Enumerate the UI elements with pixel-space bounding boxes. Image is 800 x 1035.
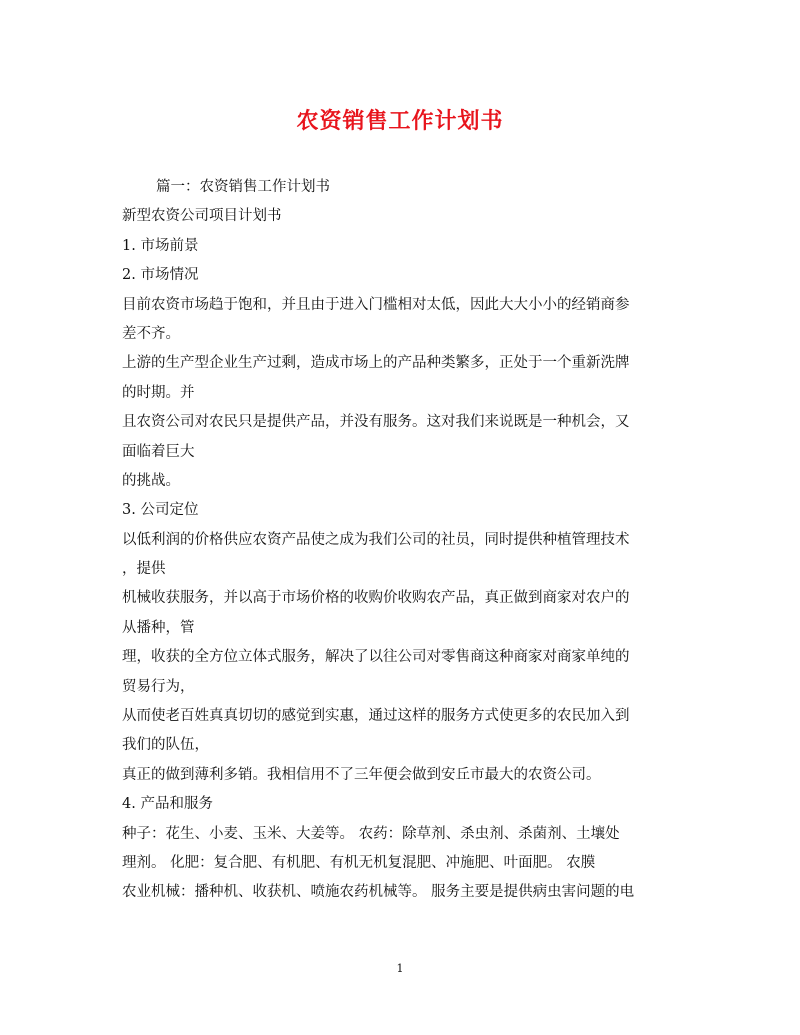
text-line: 新型农资公司项目计划书 — [122, 208, 282, 225]
text-line: 机械收获服务，并以高于市场价格的收购价收购农产品，真正做到商家对农户的 — [122, 590, 630, 607]
text-line: 我们的队伍， — [122, 737, 209, 754]
text-line: 3. 公司定位 — [122, 502, 199, 519]
text-line: 4. 产品和服务 — [122, 796, 213, 813]
text-line: 理，收获的全方位立体式服务，解决了以往公司对零售商这种商家对商家单纯的 — [122, 649, 630, 666]
text-line: 差不齐。 — [122, 325, 180, 342]
text-line: 的挑战。 — [122, 472, 180, 489]
text-line: 的时期。并 — [122, 384, 195, 401]
text-line: 农业机械：播种机、收获机、喷施农药机械等。 服务主要是提供病虫害问题的电 — [122, 884, 635, 901]
text-line: 上游的生产型企业生产过剩，造成市场上的产品种类繁多，正处于一个重新洗牌 — [122, 355, 630, 372]
page-number: 1 — [396, 962, 404, 975]
text-line: 真正的做到薄利多销。我相信用不了三年便会做到安丘市最大的农资公司。 — [122, 766, 601, 783]
text-line: 理剂。 化肥：复合肥、有机肥、有机无机复混肥、冲施肥、叶面肥。 农膜 — [122, 854, 596, 871]
document-body — [122, 173, 682, 908]
text-line: 2. 市场情况 — [122, 267, 199, 284]
text-line: 从而使老百姓真真切切的感觉到实惠，通过这样的服务方式使更多的农民加入到 — [122, 708, 630, 725]
document-title: 农资销售工作计划书 — [296, 108, 504, 134]
text-line: 1. 市场前景 — [122, 237, 199, 254]
text-line: 且农资公司对农民只是提供产品，并没有服务。这对我们来说既是一种机会，又 — [122, 414, 630, 431]
text-line: 贸易行为， — [122, 678, 195, 695]
text-line: 篇一：农资销售工作计划书 — [156, 179, 330, 195]
text-line: 面临着巨大 — [122, 443, 195, 460]
text-line: 目前农资市场趋于饱和，并且由于进入门槛相对太低，因此大大小小的经销商参 — [122, 296, 630, 313]
text-line: 以低利润的价格供应农资产品使之成为我们公司的社员，同时提供种植管理技术 — [122, 531, 630, 548]
text-line: ，提供 — [122, 561, 166, 578]
text-line: 从播种，管 — [122, 619, 195, 636]
text-line: 种子：花生、小麦、玉米、大姜等。 农药：除草剂、杀虫剂、杀菌剂、土壤处 — [122, 825, 620, 842]
